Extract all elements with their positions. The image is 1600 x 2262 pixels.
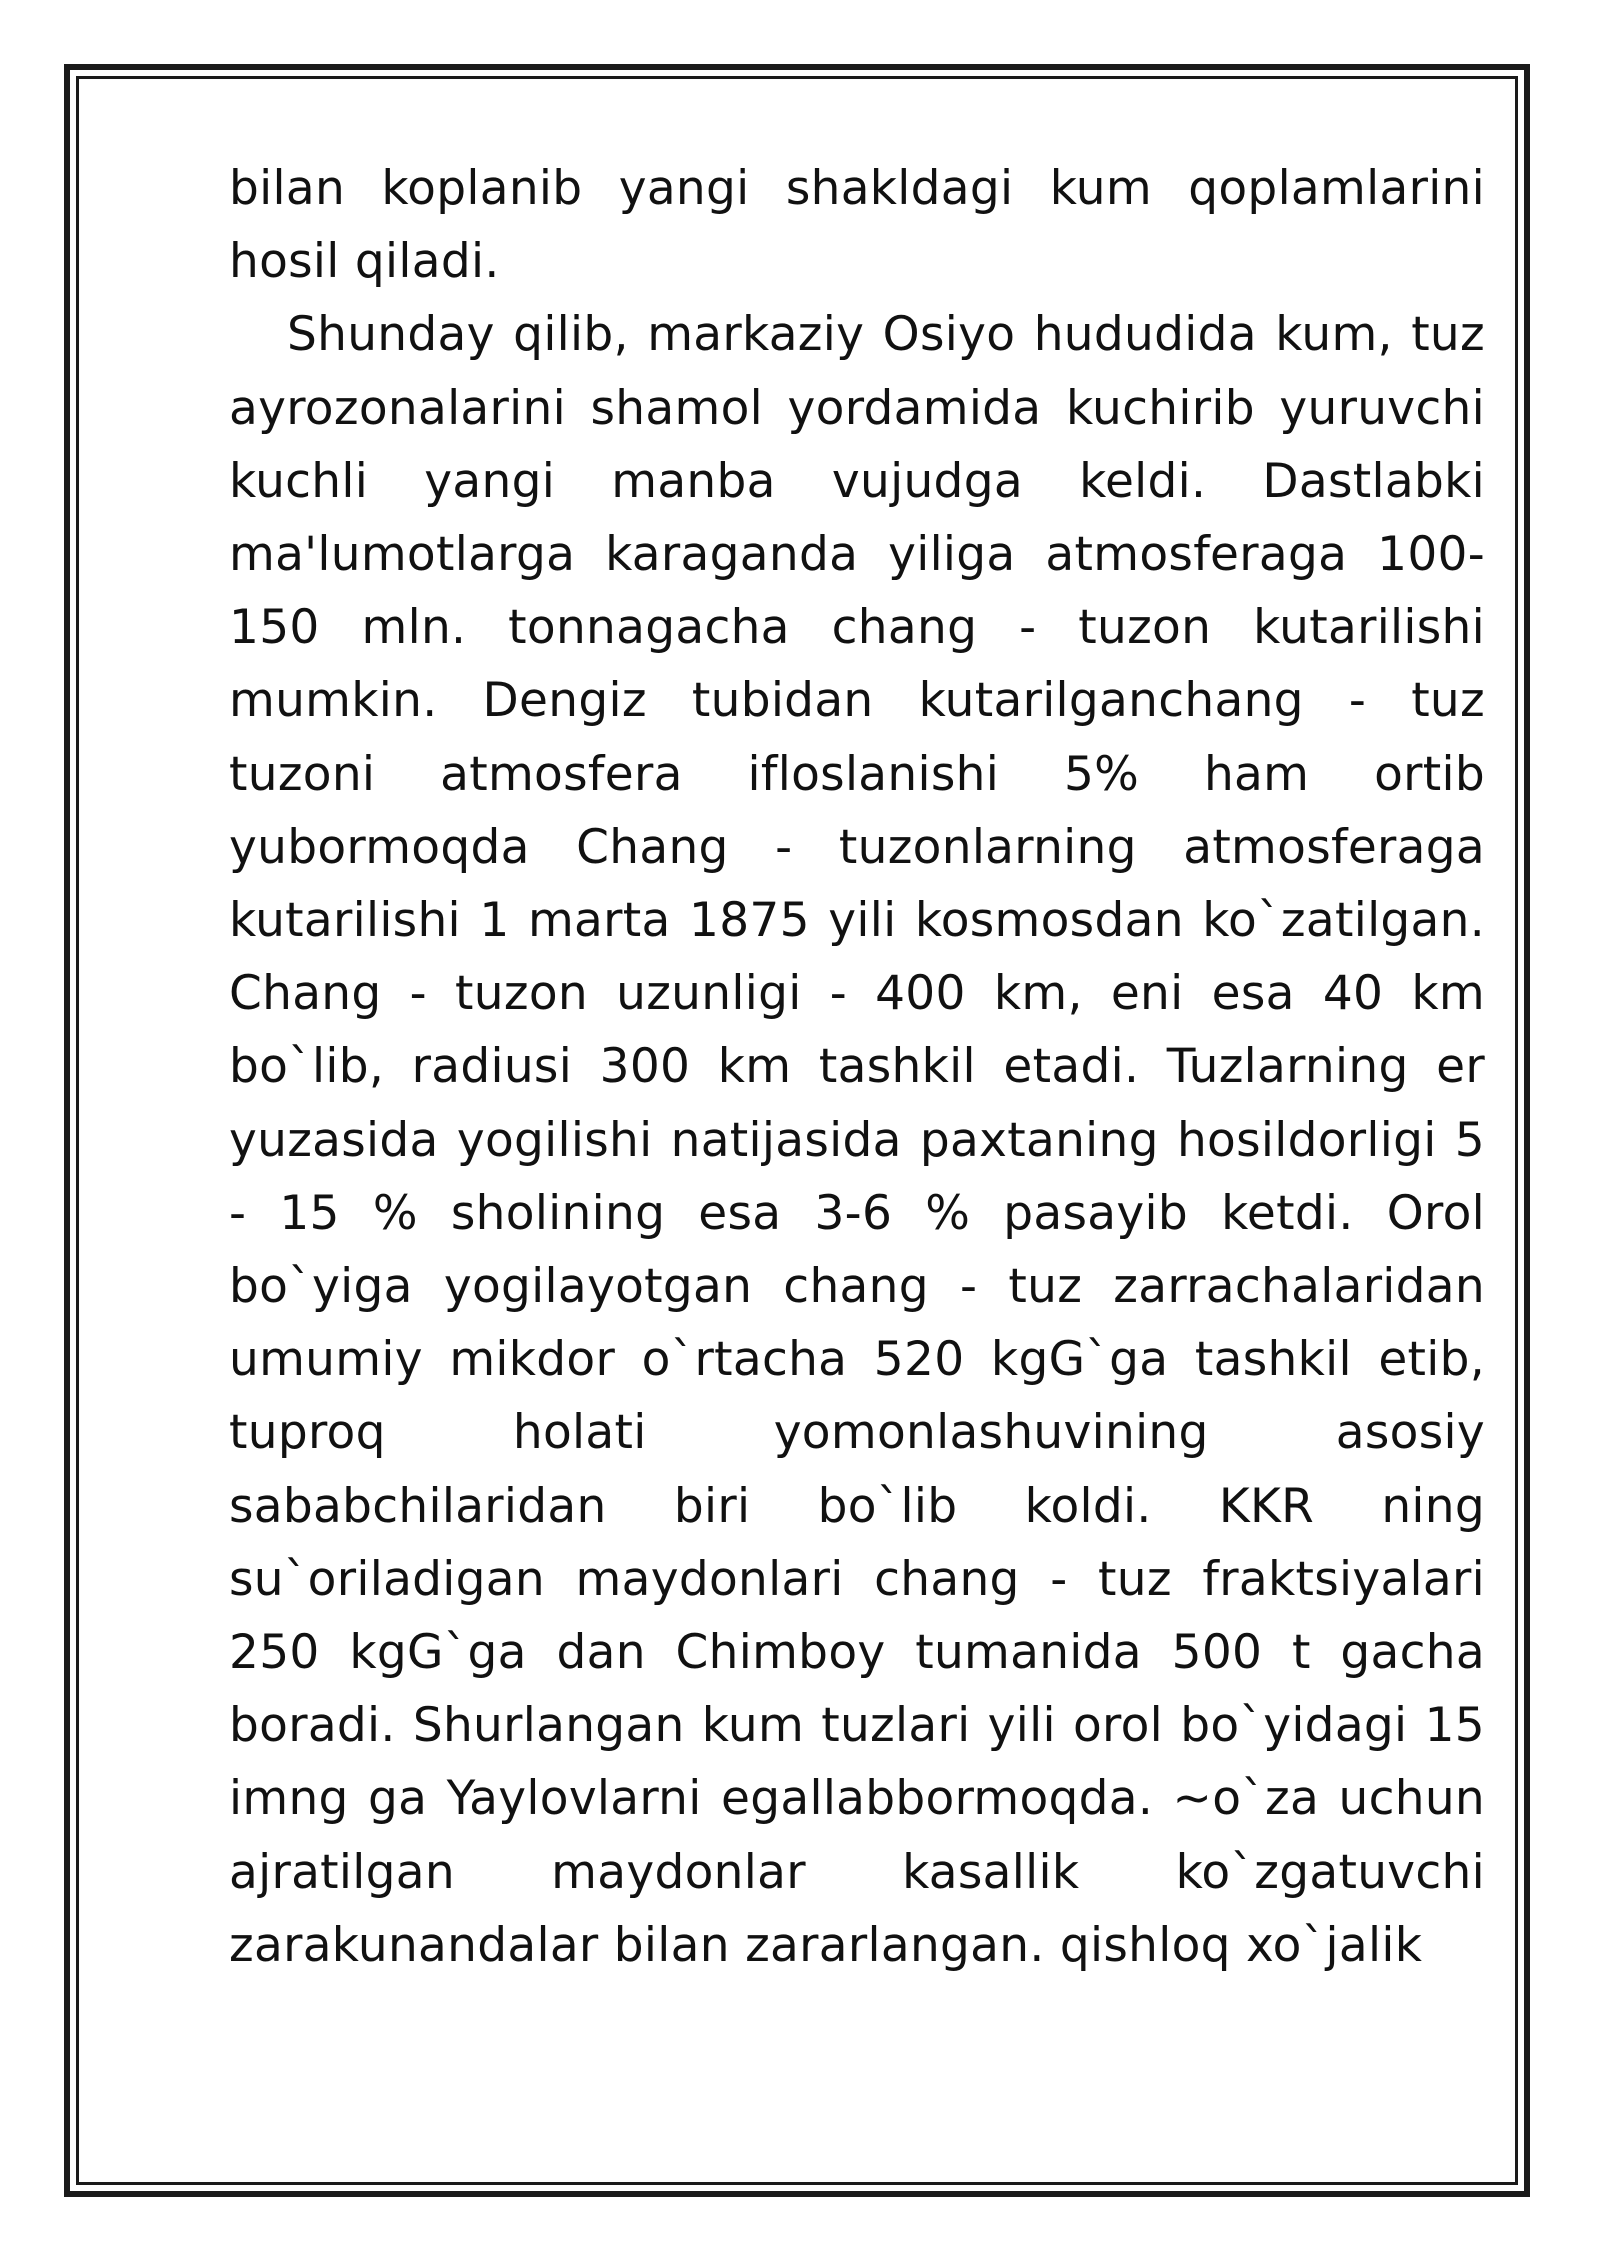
paragraph-main: Shunday qilib, markaziy Osiyo hududida kum, tuz ayrozonalarini shamol yordamida kuchirib yuruvchi kuchli yangi manba vujudga keldi. Dastlabki ma'lumotlarga karaganda yiliga atmosferaga 100-150 mln. tonnagacha chang - tuzon kutarilishi mumkin. Dengiz tubidan kutarilganchang - tuz tuzoni atmosfera ifloslanishi 5% ham ortib yubormoqda Chang - tuzonlarning atmosferaga kutarilishi 1 marta 1875 yili kosmosdan ko`zatilgan. Chang - tuzon uzunligi - 400 km, eni esa 40 km bo`lib, radiusi 300 km tashkil etadi. Tuzlarning er yuzasida yogilishi natijasida paxtaning hosildorligi 5 - 15 % sholining esa 3-6 % pasayib ketdi. Orol bo`yiga yogilayotgan chang - tuz zarrachalaridan umumiy mikdor o`rtacha 520 kgG`ga tashkil etib, tuproq holati yomonlashuvining asosiy sababchilaridan biri bo`lib koldi. KKR ning su`oriladigan maydonlari chang - tuz fraktsiyalari 250 kgG`ga dan Chimboy tumanida 500 t gacha boradi. Shurlangan kum tuzlari yili orol bo`yidagi 15 imng ga Yaylovlarni egallabbormoqda. ~o`za uchun ajratilgan maydonlar kasallik ko`zgatuvchi zarakunandalar bilan zararlangan. qishloq xo`jalik [229, 307, 1485, 1973]
paragraph-continuation: bilan koplanib yangi shakldagi kum qoplamlarini hosil qiladi. [229, 161, 1485, 290]
document-body [229, 152, 1485, 1982]
